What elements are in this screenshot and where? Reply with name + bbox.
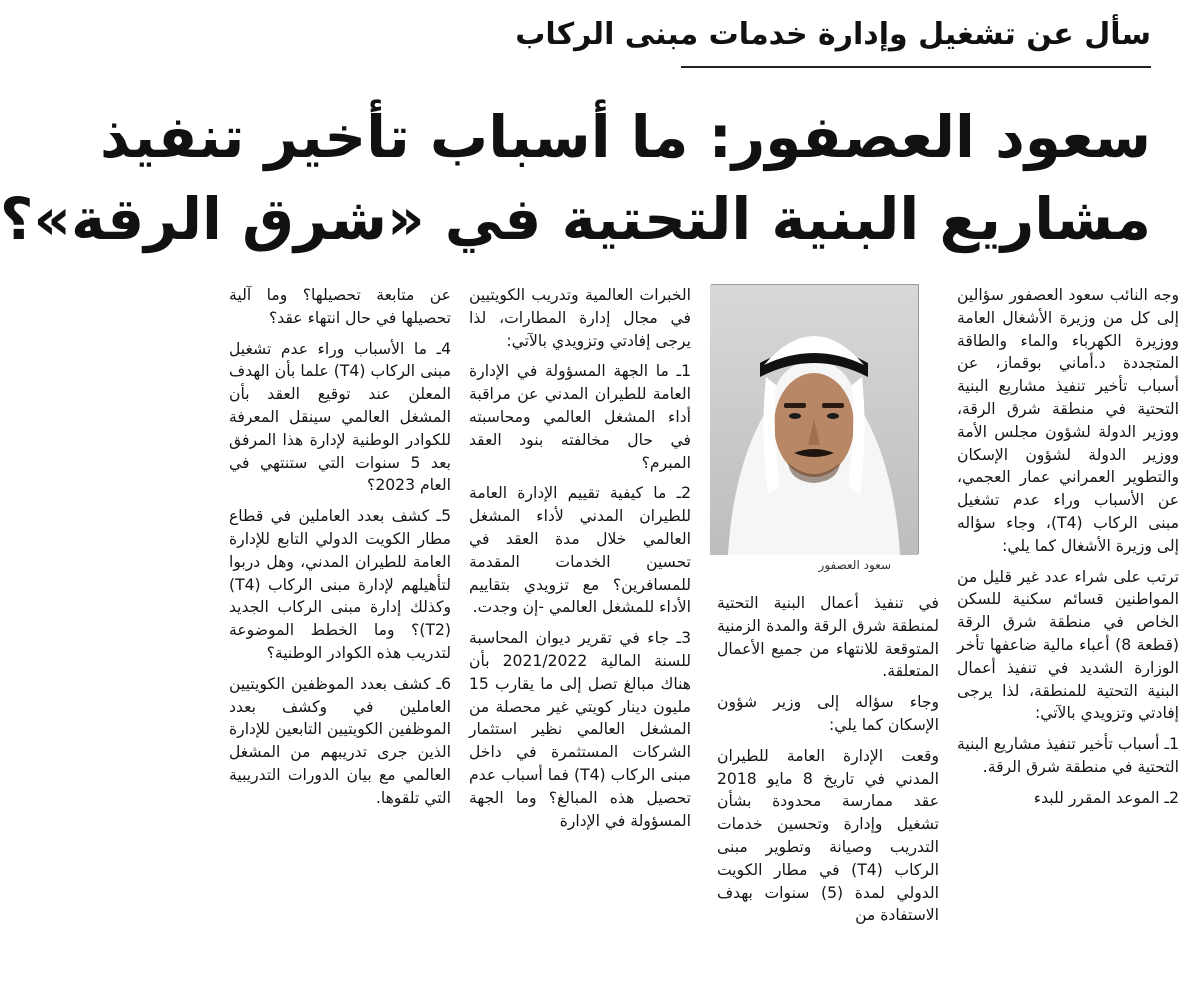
question-item: 6ـ كشف بعدد الموظفين الكويتيين العاملين في وكشف بعدد الموظفين الكويتيين التابعين للإدارة الذين جرى تدريبهم من المشغل العالمي مع بيان الدورات التدريبية التي تلقوها.: [229, 674, 451, 807]
article-headline: [0, 96, 1151, 260]
paragraph: وجه النائب سعود العصفور سؤالين إلى كل من وزيرة الأشغال العامة ووزيرة الكهرباء والماء والطاقة المتجددة د.أماني بوقماز، عن أسباب تأخير تنفيذ مشاريع البنية التحتية في منطقة شرق الرقة، ووزير الدولة لشؤون مجلس الأمة ووزير الدولة لشؤون الإسكان والتطوير العمراني عمار العجمي، عن الأسباب وراء عدم تشغيل مبنى الركاب (T4)، وجاء سؤاله إلى وزيرة الأشغال كما يلي:: [957, 286, 1179, 555]
article-column-3: [469, 284, 691, 988]
headline-line-1: سعود العصفور: ما أسباب تأخير تنفيذ: [100, 103, 1151, 171]
question-item: 2ـ الموعد المقرر للبدء: [1033, 788, 1179, 807]
photo-caption: سعود العصفور: [818, 558, 891, 572]
paragraph: وقعت الإدارة العامة للطيران المدني في تاريخ 8 مايو 2018 عقد ممارسة محدودة بشأن تشغيل وإدارة وتحسين خدمات التدريب وصيانة وتطوير مبنى الركاب (T4) في مطار الكويت الدولي لمدة (5) سنوات بهدف الاستفادة من: [717, 746, 939, 925]
question-item: 3ـ جاء في تقرير ديوان المحاسبة للسنة المالية 2021/2022 بأن هناك مبالغ تصل إلى ما يقارب 15 مليون دينار كويتي غير محصلة من المشغل العالمي نظير استثمار الشركات المستثمرة في داخل مبنى الركاب (T4) فما أسباب عدم تحصيل هذه المبالغ؟ وما الجهة المسؤولة في الإدارة: [469, 629, 691, 830]
portrait-image: [710, 285, 918, 555]
question-item: 1ـ أسباب تأخير تنفيذ مشاريع البنية التحتية في منطقة شرق الرقة.: [957, 735, 1179, 776]
question-item: 2ـ ما كيفية تقييم الإدارة العامة للطيران المدني لأداء المشغل العالمي خلال مدة العقد في تحسين الخدمات المقدمة للمسافرين؟ مع تزويدي بتقاييم الأداء للمشغل العالمي -إن وجدت.: [469, 484, 691, 617]
question-item: 1ـ ما الجهة المسؤولة في الإدارة العامة للطيران المدني عن مراقبة أداء المشغل العالمي ومحاسبته في حال مخالفته بنود العقد المبرم؟: [469, 362, 691, 472]
paragraph: الخبرات العالمية وتدريب الكويتيين في مجال إدارة المطارات، لذا يرجى إفادتي وتزويدي بالآتي:: [469, 286, 691, 350]
paragraph: عن متابعة تحصيلها؟ وما آلية تحصيلها في حال انتهاء عقد؟: [229, 286, 451, 327]
paragraph: في تنفيذ أعمال البنية التحتية لمنطقة شرق الرقة والمدة الزمنية المتوقعة للانتهاء من جميع الأعمال المتعلقة.: [717, 594, 939, 681]
article-column-2: [717, 592, 939, 988]
article-column-4: [229, 284, 451, 988]
portrait-photo: [711, 284, 919, 554]
question-item: 5ـ كشف بعدد العاملين في قطاع مطار الكويت الدولي التابع للإدارة العامة للطيران المدني، وهل دربوا لتأهيلهم لإدارة مبنى الركاب (T4) وكذلك إدارة مبنى الركاب الجديد (T2)؟ وما الخطط الموضوعة لتدريب هذه الكوادر الوطنية؟: [229, 507, 451, 662]
paragraph: ترتب على شراء عدد غير قليل من المواطنين قسائم سكنية للسكن الخاص في منطقة شرق الرقة (قطعة 8) أعباء مالية ضاعفها تأخر الوزارة الشديد في تنفيذ أعمال البنية التحتية للمنطقة، لذا يرجى إفادتي وتزويدي بالآتي:: [957, 567, 1180, 723]
article-kicker: سأل عن تشغيل وإدارة خدمات مبنى الركاب: [515, 17, 1151, 52]
article-column-1: [957, 284, 1179, 988]
paragraph: وجاء سؤاله إلى وزير شؤون الإسكان كما يلي:: [717, 693, 939, 734]
kicker-divider: [681, 66, 1151, 68]
question-item: 4ـ ما الأسباب وراء عدم تشغيل مبنى الركاب (T4) علما بأن الهدف المعلن عند توقيع العقد بأن المشغل العالمي سينقل المعرفة للكوادر الوطنية لإدارة هذا المرفق بعد 5 سنوات التي ستنتهي في العام 2023؟: [229, 339, 451, 495]
headline-line-2: مشاريع البنية التحتية في «شرق الرقة»؟: [0, 185, 1151, 253]
